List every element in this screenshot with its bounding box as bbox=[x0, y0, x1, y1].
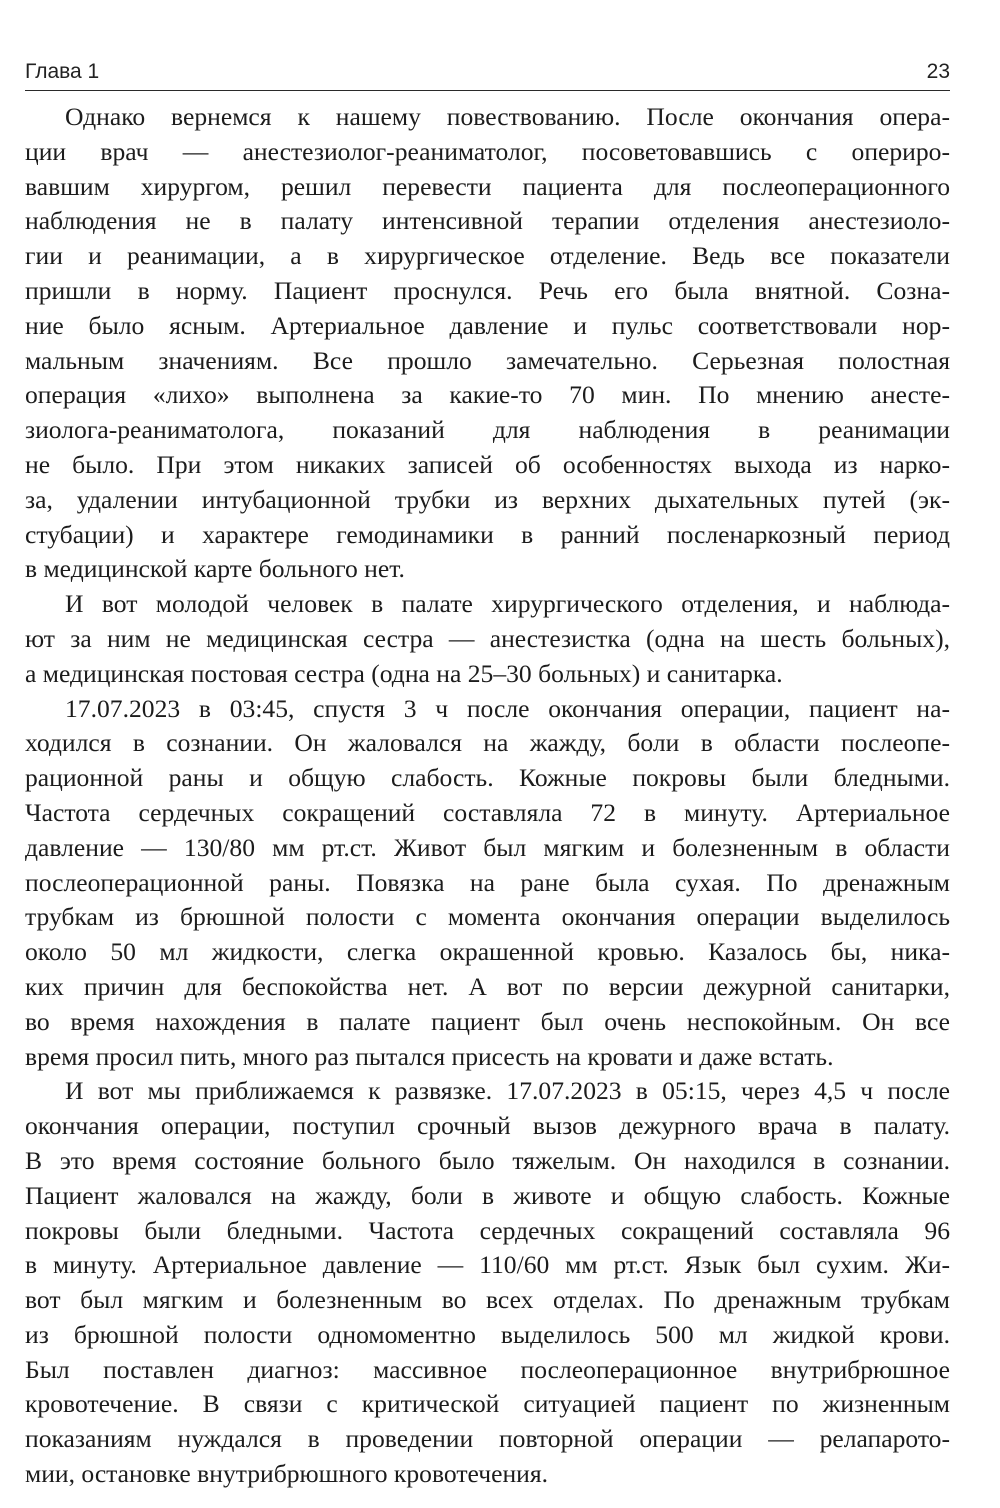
text-line: около 50 мл жидкости, слегка окрашенной кровью. Казалось бы, ника- bbox=[25, 937, 950, 967]
running-header bbox=[25, 58, 950, 91]
text-line: не было. При этом никаких записей об особенностях выхода из нарко- bbox=[25, 449, 950, 479]
body-text bbox=[25, 100, 950, 1492]
text-line: давление — 130/80 мм рт.ст. Живот был мягким и болезненным в области bbox=[25, 832, 950, 862]
text-line: Частота сердечных сокращений составляла 72 в минуту. Артериальное bbox=[25, 797, 950, 827]
text-line: во время нахождения в палате пациент был очень неспокойным. Он все bbox=[25, 1006, 950, 1036]
text-line: стубации) и характере гемодинамики в ранний посленаркозный период bbox=[25, 519, 950, 549]
text-line: окончания операции, поступил срочный вызов дежурного врача в палату. bbox=[25, 1111, 950, 1141]
text-line: мальным значениям. Все прошло замечательно. Серьезная полостная bbox=[25, 345, 950, 375]
text-line: ние было ясным. Артериальное давление и пульс соответствовали нор- bbox=[25, 310, 950, 340]
text-line: мии, остановке внутрибрюшного кровотечения. bbox=[25, 1459, 549, 1489]
text-line: зиолога-реаниматолога, показаний для наблюдения в реанимации bbox=[25, 415, 950, 445]
text-line: 17.07.2023 в 03:45, спустя 3 ч после окончания операции, пациент на- bbox=[65, 693, 950, 723]
text-line: из брюшной полости одномоментно выделилось 500 мл жидкой крови. bbox=[25, 1319, 950, 1349]
text-line: показаниям нуждался в проведении повторной операции — релапарото- bbox=[25, 1424, 950, 1454]
paragraph-3 bbox=[25, 692, 950, 1075]
text-line: покровы были бледными. Частота сердечных сокращений составляла 96 bbox=[25, 1215, 950, 1245]
text-line: пришли в норму. Пациент проснулся. Речь его была внятной. Созна- bbox=[25, 275, 950, 305]
text-line: наблюдения не в палату интенсивной терапии отделения анестезиоло- bbox=[25, 206, 950, 236]
text-line: В это время состояние больного было тяжелым. Он находился в сознании. bbox=[25, 1145, 950, 1175]
text-line: рационной раны и общую слабость. Кожные покровы были бледными. bbox=[25, 763, 950, 793]
text-line: а медицинская постовая сестра (одна на 25–30 больных) и санитарка. bbox=[25, 658, 783, 688]
text-line: Однако вернемся к нашему повествованию. После окончания опера- bbox=[65, 102, 950, 131]
text-line: гии и реанимации, а в хирургическое отделение. Ведь все показатели bbox=[25, 241, 950, 271]
paragraph-2 bbox=[25, 587, 950, 691]
text-line: время просил пить, много раз пытался присесть на кровати и даже встать. bbox=[25, 1041, 834, 1071]
text-line: Пациент жаловался на жажду, боли в животе и общую слабость. Кожные bbox=[25, 1180, 950, 1210]
paragraph-4 bbox=[25, 1074, 950, 1492]
text-line: ходился в сознании. Он жаловался на жажду, боли в области послеопе- bbox=[25, 728, 950, 758]
text-line: в медицинской карте больного нет. bbox=[25, 554, 405, 584]
text-line: трубкам из брюшной полости с момента окончания операции выделилось bbox=[25, 902, 950, 932]
text-line: операция «лихо» выполнена за какие-то 70 мин. По мнению анесте- bbox=[25, 380, 950, 410]
text-line: И вот мы приближаемся к развязке. 17.07.2023 в 05:15, через 4,5 ч после bbox=[65, 1076, 950, 1106]
text-line: за, удалении интубационной трубки из верхних дыхательных путей (эк- bbox=[25, 484, 950, 514]
chapter-label: Глава 1 bbox=[25, 60, 100, 83]
text-line: ют за ним не медицинская сестра — анестезистка (одна на шесть больных), bbox=[25, 623, 950, 653]
text-line: ции врач — анестезиолог-реаниматолог, посоветовавшись с опериро- bbox=[25, 136, 950, 166]
text-line: в минуту. Артериальное давление — 110/60 мм рт.ст. Язык был сухим. Жи- bbox=[25, 1250, 950, 1280]
page-number: 23 bbox=[926, 60, 950, 83]
text-line: вавшим хирургом, решил перевести пациента для послеоперационного bbox=[25, 171, 950, 201]
text-line: вот был мягким и болезненным во всех отделах. По дренажным трубкам bbox=[25, 1285, 950, 1315]
text-line: Был поставлен диагноз: массивное послеоперационное внутрибрюшное bbox=[25, 1354, 950, 1384]
text-line: ких причин для беспокойства нет. А вот по версии дежурной санитарки, bbox=[25, 971, 950, 1001]
paragraph-1 bbox=[25, 100, 950, 587]
text-line: кровотечение. В связи с критической ситуацией пациент по жизненным bbox=[25, 1389, 950, 1419]
text-line: послеоперационной раны. Повязка на ране была сухая. По дренажным bbox=[25, 867, 950, 897]
text-line: И вот молодой человек в палате хирургического отделения, и наблюда- bbox=[65, 589, 950, 619]
